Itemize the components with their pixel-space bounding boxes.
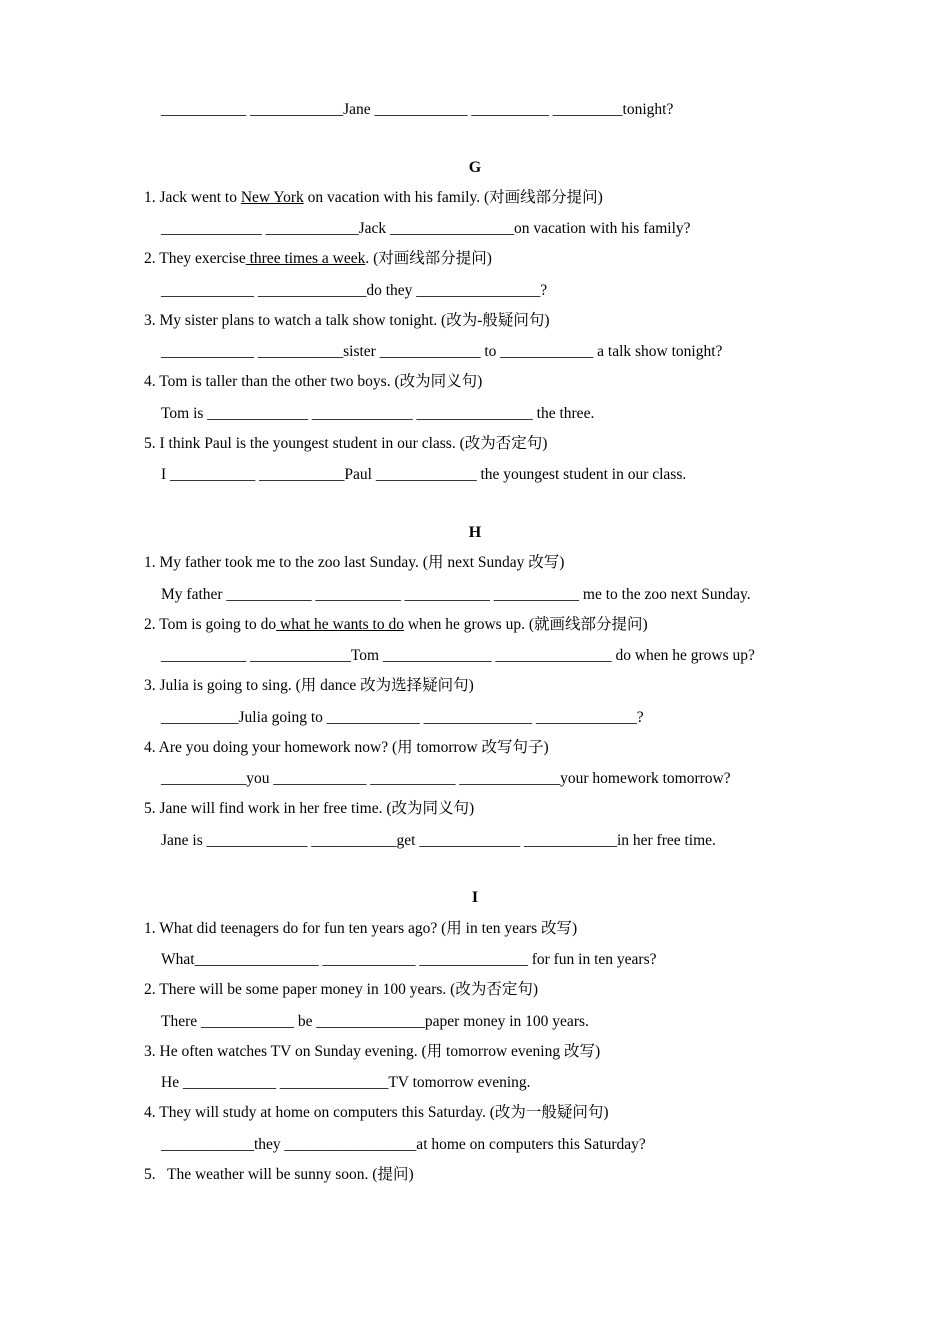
question-line: 2. There will be some paper money in 100 years. (改为否定句): [144, 981, 539, 998]
answer-line: What________________ ____________ ______________ for fun in ten years?: [161, 951, 657, 968]
answer-line: __________Julia going to ____________ ______________ _____________?: [161, 709, 644, 726]
question-line: 5. The weather will be sunny soon. (提问): [144, 1166, 414, 1183]
question-line: 3. My sister plans to watch a talk show tonight. (改为-般疑问句): [144, 312, 550, 329]
answer-line: There ____________ be ______________paper money in 100 years.: [161, 1013, 589, 1030]
question-line: 4. Tom is taller than the other two boys. (改为同义句): [144, 373, 483, 390]
answer-line: ____________ ______________do they ________________?: [161, 282, 548, 299]
answer-line: My father ___________ ___________ ___________ ___________ me to the zoo next Sunday.: [161, 586, 751, 603]
question-line: 4. They will study at home on computers this Saturday. (改为一般疑问句): [144, 1104, 609, 1121]
answer-line: ___________ ____________Jane ____________ __________ _________tonight?: [161, 101, 674, 118]
answer-line: Jane is _____________ ___________get _____________ ____________in her free time.: [161, 832, 716, 849]
question-line: 5. Jane will find work in her free time. (改为同义句): [144, 800, 475, 817]
section-heading: H: [468, 524, 482, 541]
answer-line: ___________you ____________ ___________ _____________your homework tomorrow?: [161, 770, 731, 787]
answer-line: ____________they _________________at home on computers this Saturday?: [161, 1136, 646, 1153]
answer-line: He ____________ ______________TV tomorrow evening.: [161, 1074, 531, 1091]
underlined-phrase: New York: [240, 189, 304, 206]
question-line: 1. Jack went to New York on vacation with his family. (对画线部分提问): [144, 189, 603, 206]
question-line: 2. They exercise three times a week. (对画线部分提问): [144, 250, 492, 267]
underlined-phrase: three times a week: [245, 250, 366, 267]
question-line: 1. My father took me to the zoo last Sunday. (用 next Sunday 改写): [144, 554, 565, 571]
question-line: 3. He often watches TV on Sunday evening. (用 tomorrow evening 改写): [144, 1043, 601, 1060]
question-line: 3. Julia is going to sing. (用 dance 改为选择疑问句): [144, 677, 474, 694]
answer-line: I ___________ ___________Paul _____________ the youngest student in our class.: [161, 466, 687, 483]
answer-line: _____________ ____________Jack ________________on vacation with his family?: [161, 220, 691, 237]
question-line: 4. Are you doing your homework now? (用 tomorrow 改写句子): [144, 739, 549, 756]
answer-line: ____________ ___________sister _____________ to ____________ a talk show tonight?: [161, 343, 723, 360]
section-heading: G: [468, 159, 482, 176]
underlined-phrase: what he wants to do: [276, 616, 404, 633]
section-heading: I: [471, 889, 479, 906]
question-line: 2. Tom is going to do what he wants to do when he grows up. (就画线部分提问): [144, 616, 648, 633]
answer-line: ___________ _____________Tom ______________ _______________ do when he grows up?: [161, 647, 755, 664]
question-line: 5. I think Paul is the youngest student in our class. (改为否定句): [144, 435, 548, 452]
question-line: 1. What did teenagers do for fun ten years ago? (用 in ten years 改写): [144, 920, 578, 937]
answer-line: Tom is _____________ _____________ _______________ the three.: [161, 405, 595, 422]
